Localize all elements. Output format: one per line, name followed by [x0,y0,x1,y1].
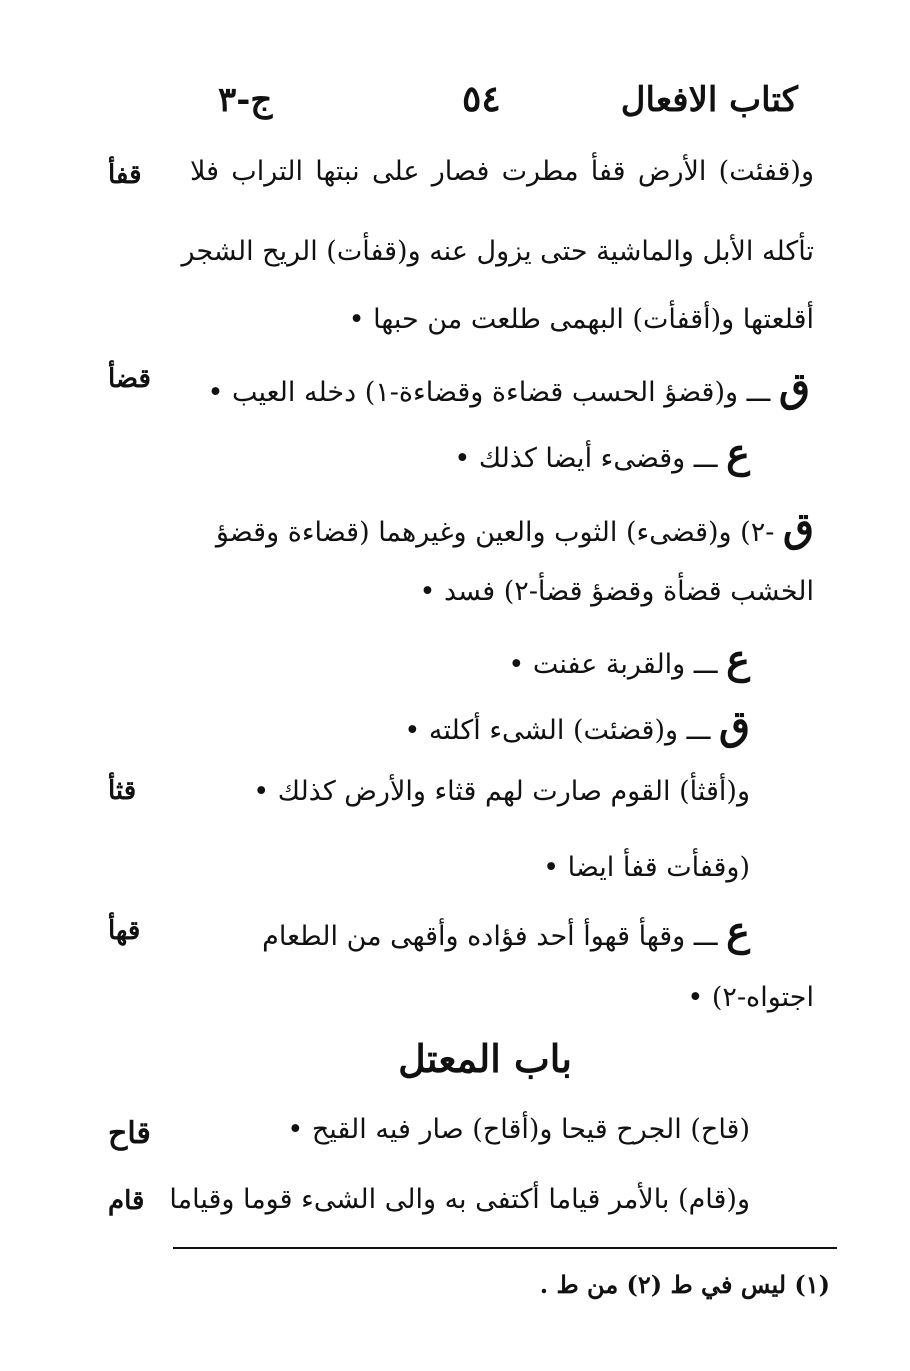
section-heading: باب المعتل [398,1036,572,1081]
margin-root-qfa: قفأ [108,160,142,190]
text-line-12-body: ـــ وقهأ قهوأ أحد فؤاده وأقهى من الطعام [262,921,718,952]
text-line-2: تأكله الأبل والماشية حتى يزول عنه و(قفأت) الريح الشجر [181,236,814,267]
text-line-3: أقلعتها و(أقفأت) البهمى طلعت من حبها • [348,304,814,335]
text-line-4 [207,364,810,411]
entry-marker-qaf: ق [718,702,750,749]
text-line-8-body: ـــ والقربة عفنت • [508,649,718,680]
entry-marker-qaf: ق [782,504,814,551]
entry-marker-qaf: ق [778,364,810,411]
footnote: (١) ليس في ط (٢) من ط . [539,1270,830,1299]
text-line-13: اجتواه-٢) • [687,982,814,1013]
text-line-4-body: ـــ و(قضؤ الحسب قضاءة وقضاءة-١) دخله العيب • [207,377,771,408]
text-line-8 [508,636,750,683]
text-line-12 [262,908,750,955]
text-line-1: و(قفئت) الأرض قفأ مطرت فصار على نبتها التراب فلا [190,156,814,187]
text-line-7: الخشب قضأة وقضؤ قضأ-٢) فسد • [419,576,814,607]
page-number: ٥٤ [462,78,501,120]
entry-marker-ayn: ع [726,636,750,683]
book-title: كتاب الافعال [620,80,798,120]
text-line-9 [404,702,750,749]
text-line-10: و(أقثأ) القوم صارت لهم قثاء والأرض كذلك • [253,776,750,807]
text-line-6 [216,504,814,551]
margin-root-qah: قاح [108,1116,151,1151]
margin-root-qam: قام [108,1186,145,1216]
entry-marker-ayn: ع [726,908,750,955]
text-line-9-body: ـــ و(قضئت) الشىء أكلته • [404,715,711,746]
volume-number: ج-٣ [218,80,273,120]
margin-root-qda: قضأ [108,364,151,394]
footnote-divider [173,1247,837,1249]
text-line-14: (قاح) الجرح قيحا و(أقاح) صار فيه القيح • [287,1114,750,1145]
text-line-11: (وقفأت قفأ ايضا • [543,852,750,883]
entry-marker-ayn: ع [726,430,750,477]
text-line-5 [454,430,750,477]
margin-root-qha: قهأ [108,916,141,946]
text-line-5-body: ـــ وقضىء أيضا كذلك • [454,443,718,474]
text-line-6-body: -٢) و(قضىء) الثوب والعين وغيرهما (قضاءة وقضؤ [215,517,775,548]
text-line-15: و(قام) بالأمر قياما أكتفى به والى الشىء قوما وقياما [169,1184,750,1215]
margin-root-qtha: قثأ [108,776,137,806]
